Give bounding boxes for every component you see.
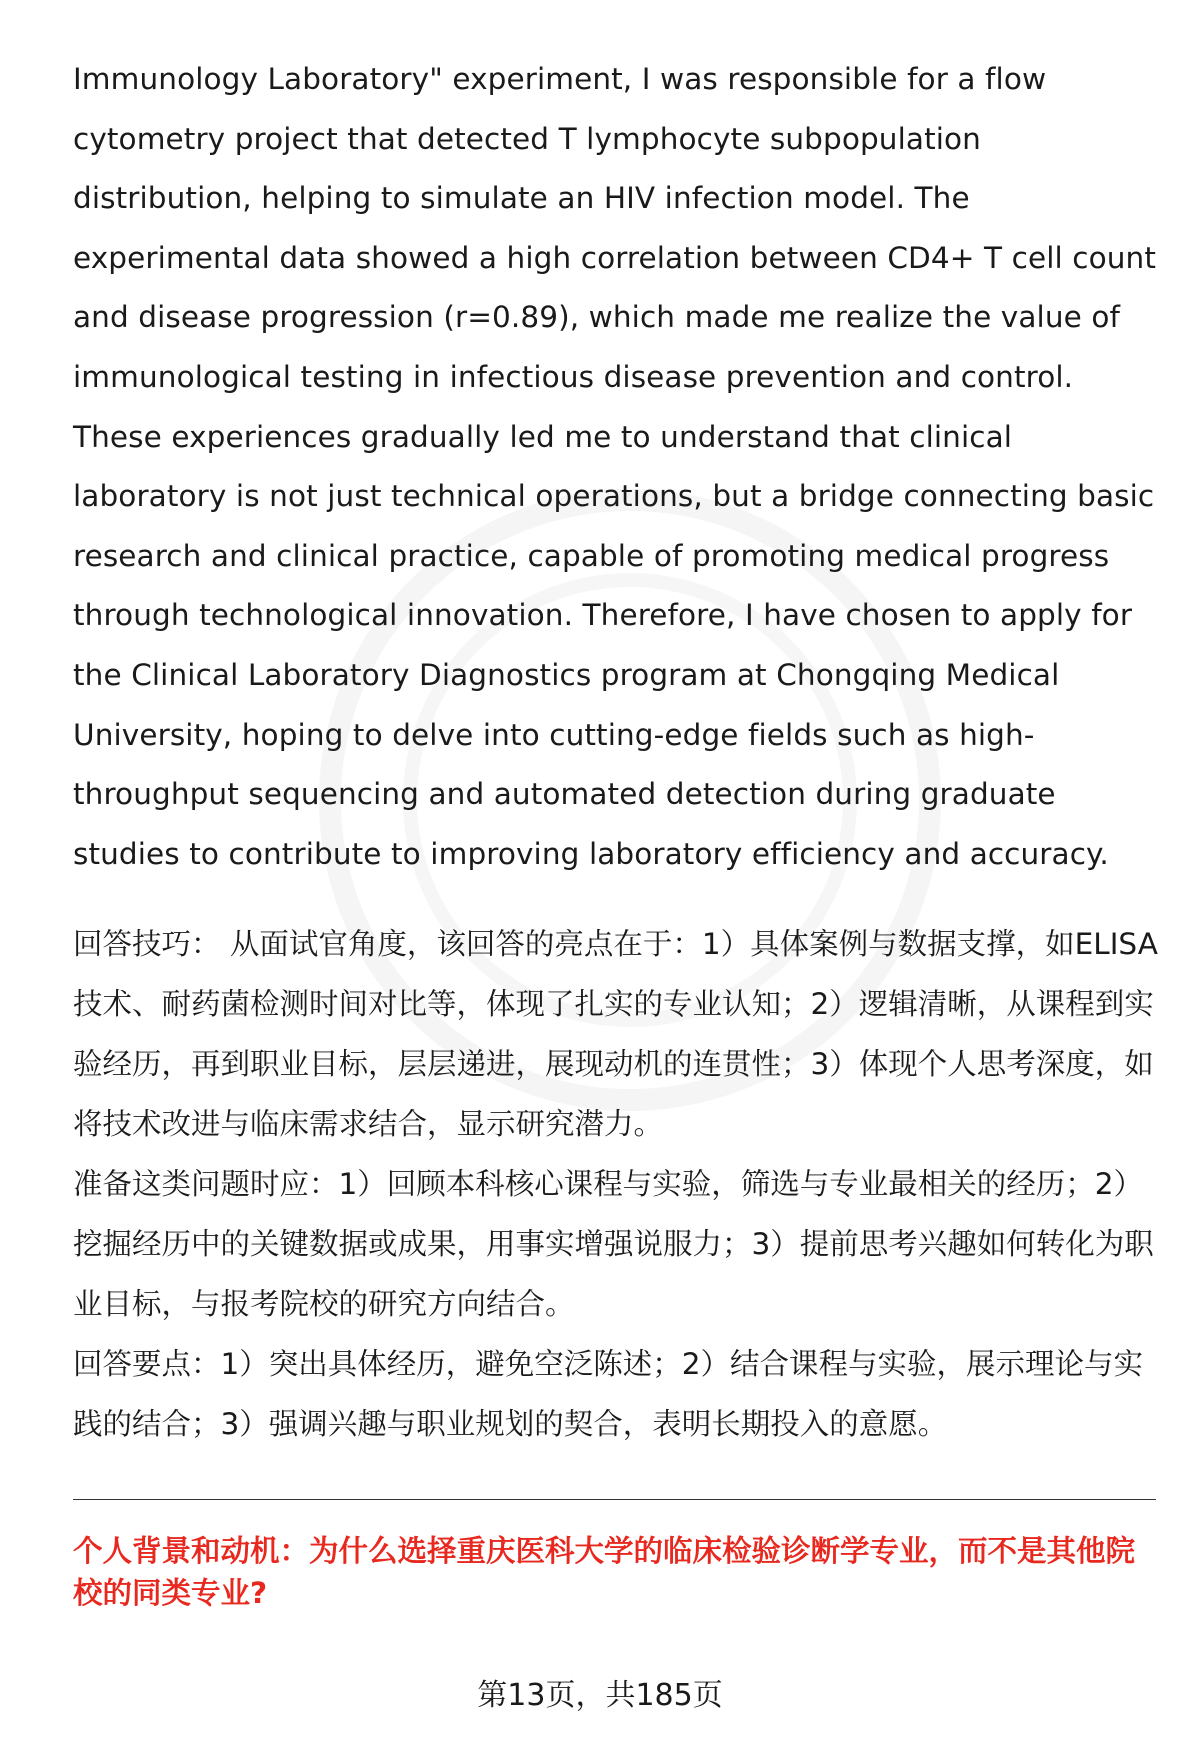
answer-tips-section — [73, 914, 1158, 1454]
page-number-label: 第13页，共185页 — [477, 1678, 723, 1713]
key-points-paragraph: 回答要点：1）突出具体经历，避免空泛陈述；2）结合课程与实验，展示理论与实践的结合；3）强调兴趣与职业规划的契合，表明长期投入的意愿。 — [73, 1347, 1144, 1442]
page-footer — [0, 1670, 1200, 1714]
body-paragraph: Immunology Laboratory" experiment, I was responsible for a flow cytometry project that detected T lymphocyte subpopulation distribution, helping to simulate an HIV infection model. The experimental data showed a high correlation between CD4+ T cell count and disease progression (r=0.89), which made me realize the value of immunological testing in infectious disease prevention and control. These experiences gradually led me to understand that clinical laboratory is not just technical operations, but a bridge connecting basic research and clinical practice, capable of promoting medical progress through technological innovation. Therefore, I have chosen to apply for the Clinical Laboratory Diagnostics program at Chongqing Medical University, hoping to delve into cutting-edge fields such as high-throughput sequencing and automated detection during graduate studies to contribute to improving laboratory efficiency and accuracy. — [73, 62, 1157, 871]
answer-skills-paragraph: 回答技巧： 从面试官角度，该回答的亮点在于：1）具体案例与数据支撑，如ELISA技术、耐药菌检测时间对比等，体现了扎实的专业认知；2）逻辑清晰，从课程到实验经历，再到职业目标，层层递进，展现动机的连贯性；3）体现个人思考深度，如将技术改进与临床需求结合，显示研究潜力。 — [73, 927, 1158, 1142]
content-area — [73, 50, 1158, 1454]
next-question-heading: 个人背景和动机：为什么选择重庆医科大学的临床检验诊断学专业，而不是其他院校的同类专业? — [73, 1534, 1136, 1610]
section-divider — [73, 1499, 1156, 1500]
preparation-paragraph: 准备这类问题时应：1）回顾本科核心课程与实验，筛选与专业最相关的经历；2）挖掘经历中的关键数据或成果，用事实增强说服力；3）提前思考兴趣如何转化为职业目标，与报考院校的研究方向结合。 — [73, 1167, 1154, 1322]
